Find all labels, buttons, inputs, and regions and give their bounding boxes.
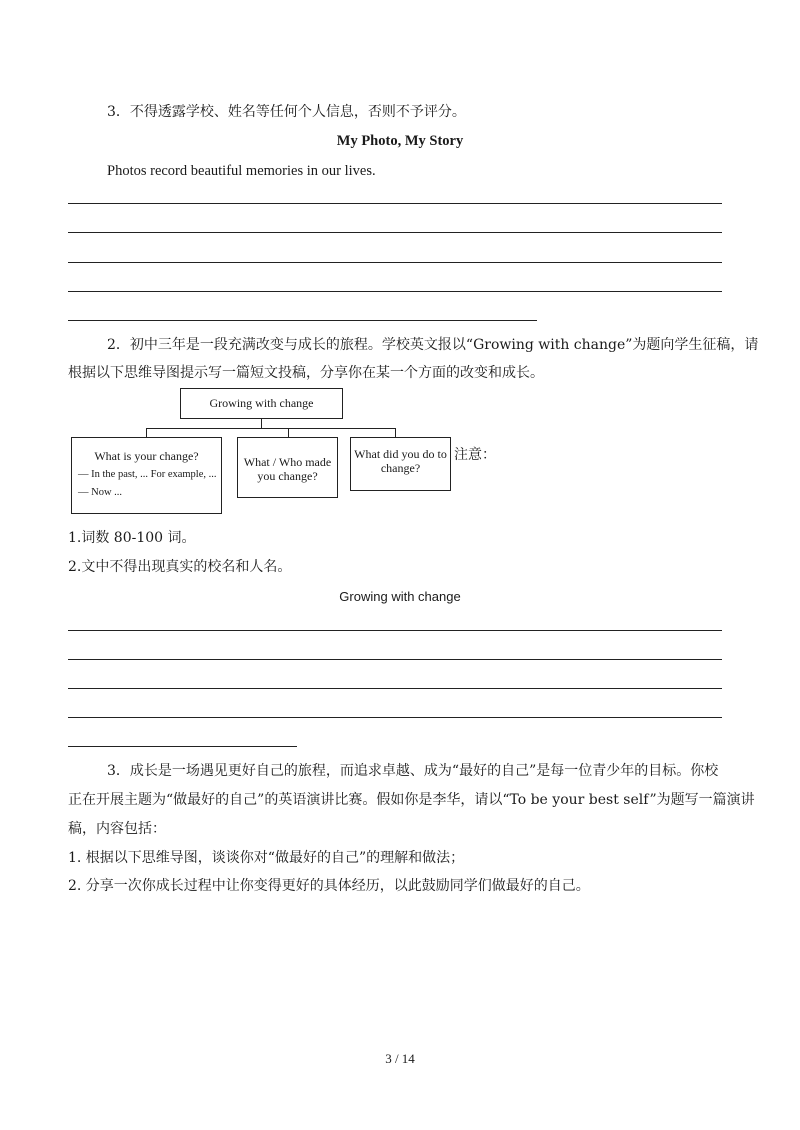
writing-line [68,262,722,263]
writing-line [68,659,722,660]
writing-line [68,630,722,631]
requirement-word-count: 1.词数 80-100 词。 [68,530,196,546]
writing-line [68,688,722,689]
mindmap-root: Growing with change [180,388,343,419]
question-2-prompt-line-2: 根据以下思维导图提示写一篇短文投稿，分享你在某一个方面的改变和成长。 [68,365,544,381]
mindmap-branch-action-line-2: change? [380,461,421,475]
mindmap-branch-action-line-1: What did you do to [354,447,447,461]
writing-line [68,717,722,718]
mindmap-connector [146,428,396,429]
writing-line [68,746,297,747]
essay-opening-sentence: Photos record beautiful memories in our lives. [107,163,376,179]
question-2-prompt-line-1: 2．初中三年是一段充满改变与成长的旅程。学校英文报以“Growing with change”为题向学生征稿，请 [107,337,759,353]
writing-line [68,320,537,321]
writing-line [68,203,722,204]
question-3-prompt-line-3: 稿，内容包括： [68,821,166,837]
mindmap-branch-cause [237,437,338,498]
mindmap-branch-change [71,437,222,514]
mindmap-branch-change-line-2: — Now ... [78,487,123,498]
mindmap-branch-cause-line-2: you change? [257,469,318,483]
instruction-note-3: 3．不得透露学校、姓名等任何个人信息，否则不予评分。 [107,104,466,120]
essay-title-photo-story: My Photo, My Story [336,133,464,149]
question-3-requirement-1: 1. 根据以下思维导图，谈谈你对“做最好的自己”的理解和做法； [68,850,465,866]
question-3-prompt-line-1: 3．成长是一场遇见更好自己的旅程，而追求卓越、成为“最好的自己”是每一位青少年的目标。你校 [107,763,719,779]
writing-line [68,232,722,233]
writing-line [68,291,722,292]
mindmap-branch-change-line-1: — In the past, ... For example, ... [78,469,217,480]
question-3-requirement-2: 2. 分享一次你成长过程中让你变得更好的具体经历，以此鼓励同学们做最好的自己。 [68,878,590,894]
requirement-no-real-names: 2.文中不得出现真实的校名和人名。 [68,559,292,575]
mindmap-branch-cause-line-1: What / Who made [243,455,332,469]
mindmap-branch-action [350,437,451,491]
question-3-prompt-line-2: 正在开展主题为“做最好的自己”的英语演讲比赛。假如你是李华，请以“To be your best self”为题写一篇演讲 [68,792,755,808]
mindmap-connector [261,419,262,428]
essay-title-growing: Growing with change [339,589,461,604]
notice-label: 注意： [454,447,496,463]
page-number: 3 / 14 [385,1051,415,1066]
mindmap-branch-change-title: What is your change? [94,449,199,463]
